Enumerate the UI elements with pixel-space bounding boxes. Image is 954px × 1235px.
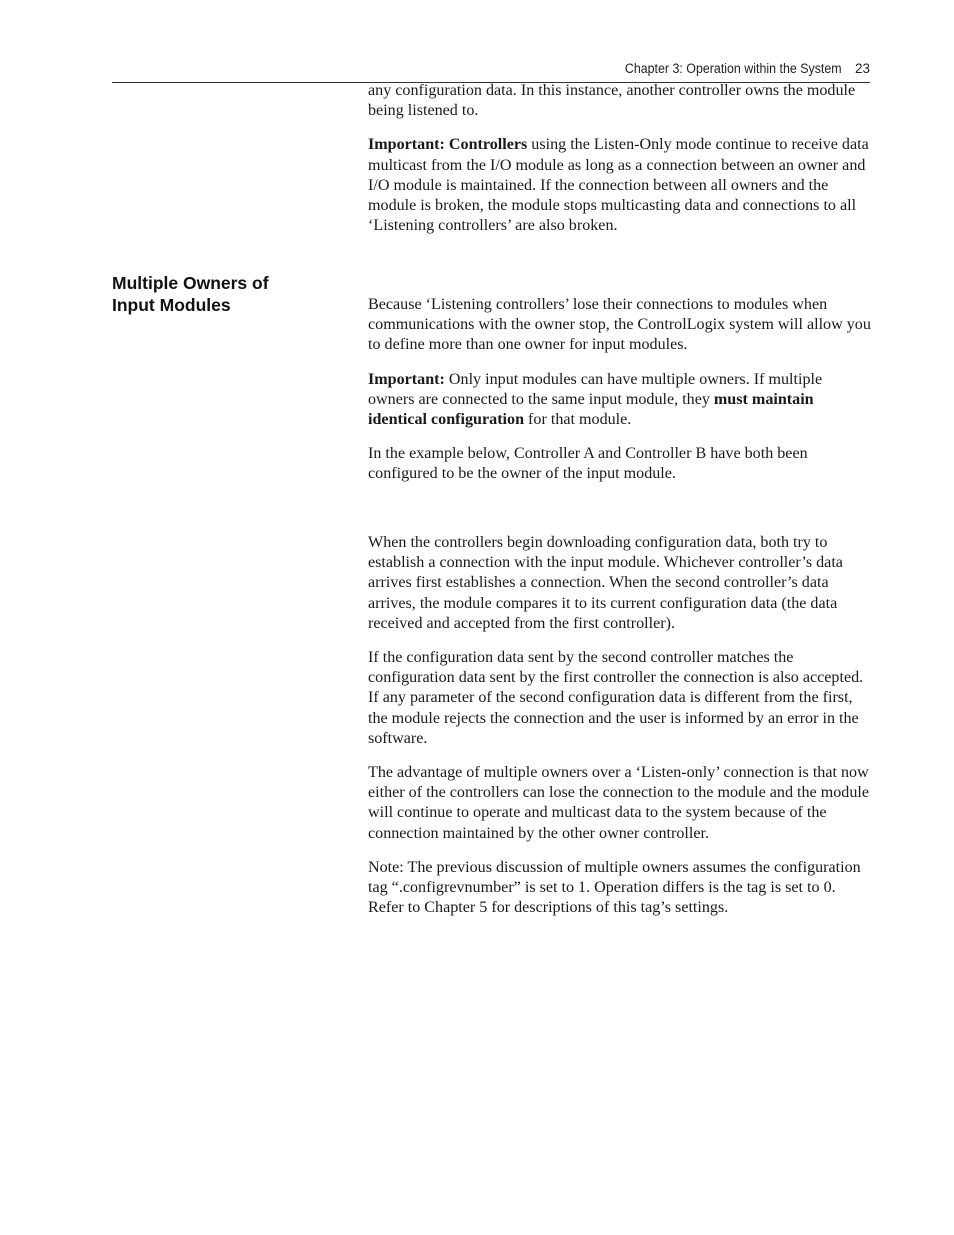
advantage-paragraph: The advantage of multiple owners over a ‘Listen-only’ connection is that now either of the controllers can lose the connection to the module and the module will continue to operate and multicast data to the system because of the connection maintained by the other owner controller.	[368, 764, 869, 842]
important-text: Only input modules can have multiple owners. If multiple owners are connected to the same input module, they	[368, 370, 823, 408]
example-paragraph: In the example below, Controller A and Controller B have both been configured to be the owner of the input module.	[368, 445, 808, 483]
download-paragraph: When the controllers begin downloading configuration data, both try to establish a connection with the input module. Whichever controller’s data arrives first establishes a connection. When the second controller’s data arrives, the module compares it to its current configuration data (the data received and accepted from the first controller).	[368, 534, 843, 632]
page-header	[0, 59, 870, 79]
top-text-block	[368, 81, 872, 250]
matching-config-paragraph: If the configuration data sent by the second controller matches the configuration data sent by the first controller the connection is also accepted. If any parameter of the second configuration data is different from the first, the module rejects the connection and the user is informed by an error in the software.	[368, 649, 864, 747]
important-label: Important:	[368, 370, 445, 388]
important-text: using the Listen-Only mode continue to receive data multicast from the I/O module as long as a connection between an owner and I/O module is maintained. If the connection between all owners and the module is broken, the module stops multicasting data and connections to all ‘Listening controllers’ are also broken.	[368, 136, 869, 235]
important-input-modules-note	[368, 370, 872, 431]
lower-text-block	[368, 533, 872, 932]
section-heading	[112, 272, 342, 316]
continued-paragraph: any configuration data. In this instance, another controller owns the module being listened to.	[368, 82, 856, 120]
important-label: Important: Controllers	[368, 136, 528, 154]
important-emphasis: must maintain identical configuration	[368, 390, 814, 429]
section-heading-line-2: Input Modules	[112, 295, 231, 315]
section-text-block	[368, 295, 872, 499]
chapter-title: Chapter 3: Operation within the System	[625, 61, 842, 76]
important-listen-only-note	[368, 135, 872, 236]
intro-paragraph: Because ‘Listening controllers’ lose their connections to modules when communications with the owner stop, the ControlLogix system will allow you to define more than one owner for input modules.	[368, 296, 871, 354]
note-paragraph: Note: The previous discussion of multiple owners assumes the configuration tag “.configrevnumber” is set to 1. Operation differs is the tag is set to 0. Refer to Chapter 5 for descriptions of this tag’s settings.	[368, 858, 861, 917]
section-heading-line-1: Multiple Owners of	[112, 273, 269, 293]
page-number: 23	[854, 61, 870, 76]
important-text-end: for that module.	[524, 411, 632, 429]
